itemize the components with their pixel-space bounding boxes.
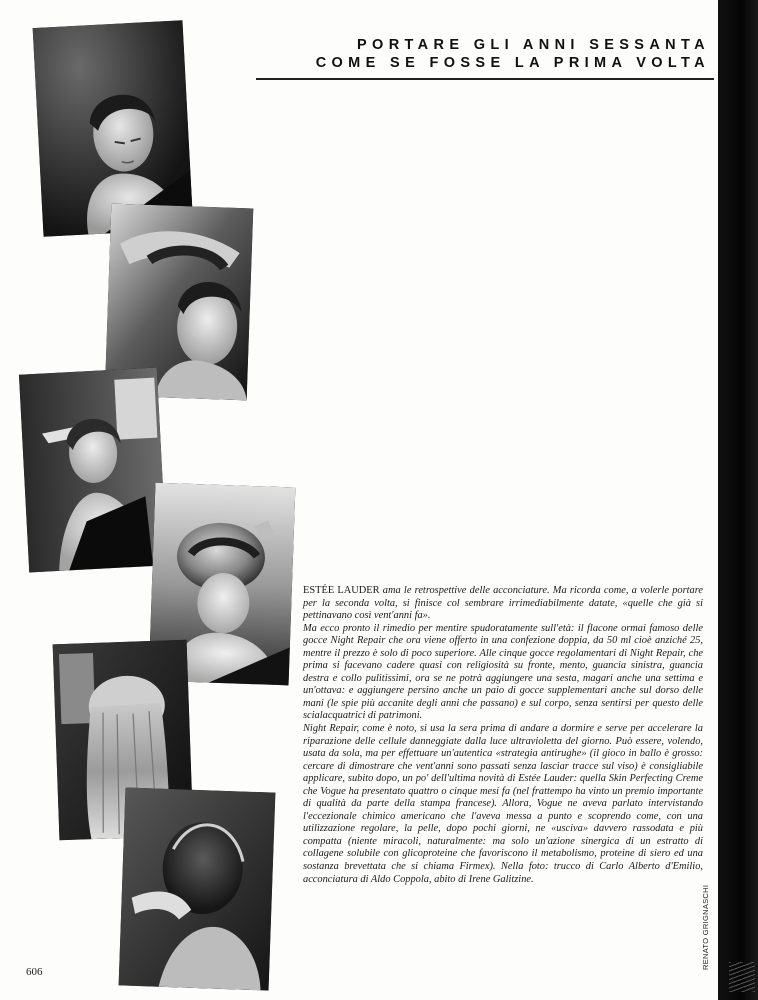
spine-scribble	[729, 962, 755, 992]
title-line-1: PORTARE GLI ANNI SESSANTA	[357, 37, 710, 53]
title-line-2: COME SE FOSSE LA PRIMA VOLTA	[315, 55, 710, 71]
article-title	[240, 36, 710, 72]
lead-paragraph-text: ama le retrospettive delle acconciature. Ma ricorda come, a volerle portare per la seconda volta, si finisce col sembrare irrimediabilmente datate, «quelle che già si pettinavano così vent'anni fa».	[303, 585, 703, 622]
article-paragraph-2: Ma ecco pronto il rimedio per mentire spudoratamente sull'età: il flacone ormai famoso delle gocce Night Repair che ora viene offerto in una confezione doppia, da 50 ml cioè anziché 25, mentre il prezzo è solo di poco superiore. Alle cinque gocce regolamentari di Night Repair, che prima si facevano cadere quasi con religiosità su fronte, mento, guancia sinistra, guancia destra e collo pulitissimi, ora se ne potrà aggiungere una sesta, magari anche una settima e un'ottava: e aggiungere persino anche un paio di gocce supplementari anche sul dorso delle mani (le spie più accanite degli anni che passano) e sul corpo, senza sentirsi per questo delle scialacquatrici di patrimoni.	[303, 622, 703, 722]
photo-credit	[700, 884, 712, 970]
page-spine-edge	[718, 0, 758, 1000]
title-rule	[256, 78, 714, 80]
photo-model-seated	[19, 368, 167, 573]
article-paragraph-1	[303, 585, 703, 623]
photo-hair-from-above	[119, 787, 276, 990]
article-body	[303, 585, 703, 886]
page-number: 606	[26, 966, 43, 978]
photo-credit-text: RENATO GRIGNASCHI	[701, 884, 710, 970]
lead-brand-name: ESTÉE LAUDER	[303, 585, 380, 596]
article-paragraph-3: Night Repair, come è noto, si usa la sera prima di andare a dormire e serve per accelerare la riparazione delle cellule danneggiate dalla luce ultravioletta del giorno. Può essere, volendo, usata da sola, ma per effettuare un'autentica «strategia antirughe» (il gioco in ballo è grosso: cercare di dimostrare che vent'anni sono passati senza lasciar tracce sul viso) è consigliabile applicare, subito dopo, un po' dell'ultima novità di Estée Lauder: quella Skin Perfecting Creme che Vogue ha presentato quattro o cinque mesi fa (nel frattempo ha vinto un premio importante di qualità da parte della stampa francese). Allora, Vogue ne aveva parlato intervistando l'eccezionale chimico americano che l'aveva messa a punto e scoprendo come, con una utilizzazione regolare, la pelle, dopo pochi giorni, ne «usciva» davvero rassodata e più compatta (niente miracoli, naturalmente: ma solo un'azione sinergica di un estratto di collagene solubile con glicoproteine che favoriscono il metabolismo, proteine di siero ed una sostanza brevettata che si chiama Firmex). Nella foto: trucco di Carlo Alberto d'Emilio, acconciatura di Aldo Coppola, abito di Irene Galitzine.	[303, 723, 703, 885]
